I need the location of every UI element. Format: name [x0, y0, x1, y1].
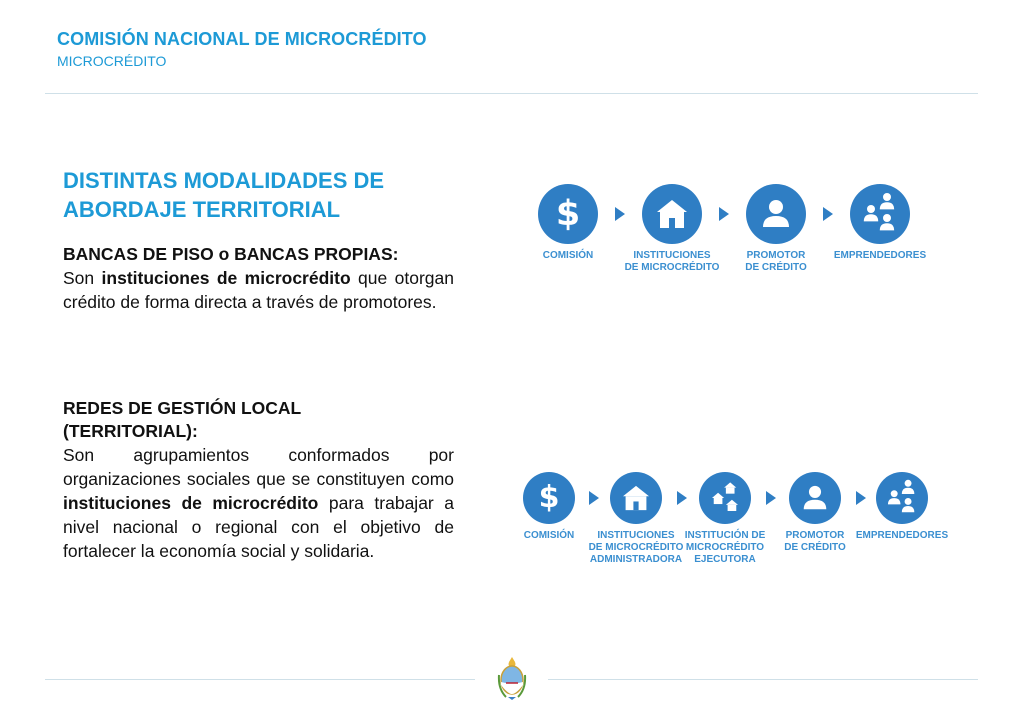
dollar-symbol: $ [538, 480, 560, 515]
people-group-icon [850, 184, 910, 244]
flow-node-label-line: INSTITUCIONES [597, 530, 675, 541]
section2-body-post: para trabajar a nivel nacional o regional con el objetivo de fortalecer la economía social y solidaria. [63, 493, 454, 561]
section-redes-gestion-local [63, 397, 454, 563]
flow-node-label-line: DE MICROCRÉDITO [624, 262, 720, 273]
flow-node-label-line: PROMOTOR [785, 530, 845, 541]
houses-group-icon [699, 472, 751, 524]
footer-divider-left [45, 679, 475, 680]
header-divider [45, 93, 978, 94]
flow-node-label-line: EMPRENDEDORES [833, 250, 927, 261]
dollar-icon [538, 184, 598, 244]
section2-heading [63, 397, 454, 443]
flow-node-label-line: COMISIÓN [542, 250, 594, 261]
flow-arrow-icon [719, 207, 729, 221]
section2-body [63, 443, 454, 563]
section1-body-post: que otorgan crédito de forma directa a través de promotores. [63, 268, 455, 312]
section1-body [63, 266, 454, 314]
section1-body-bold: instituciones de microcrédito [101, 268, 351, 288]
flow-node-label-line: DE MICROCRÉDITO [588, 542, 684, 553]
house-icon [610, 472, 662, 524]
flow-arrow-icon [615, 207, 625, 221]
person-icon [746, 184, 806, 244]
flow-node-label-line: DE CRÉDITO [745, 262, 807, 273]
flow-node-label-line: EJECUTORA [694, 554, 756, 565]
header-subtitle: MICROCRÉDITO [57, 53, 167, 69]
section2-heading-line1: REDES DE GESTIÓN LOCAL [63, 398, 302, 418]
flow-node-label-line: DE CRÉDITO [784, 542, 846, 553]
flow-node-label-line: PROMOTOR [746, 250, 806, 261]
section2-heading-line2: (TERRITORIAL): [63, 421, 198, 441]
person-icon [789, 472, 841, 524]
dollar-symbol: $ [555, 194, 581, 234]
flow-node-label-line: COMISIÓN [523, 530, 575, 541]
section2-body-bold: instituciones de microcrédito [63, 493, 319, 513]
flow-arrow-icon [766, 491, 776, 505]
section1-body-pre: Son [63, 268, 102, 288]
flow-arrow-icon [823, 207, 833, 221]
flow-arrow-icon [856, 491, 866, 505]
main-title-line2: ABORDAJE TERRITORIAL [63, 197, 341, 222]
section-bancas-de-piso [63, 243, 454, 314]
section2-body-pre: Son agrupamientos conformados por organizaciones sociales que se constituyen como [63, 445, 454, 489]
header-title: COMISIÓN NACIONAL DE MICROCRÉDITO [57, 29, 427, 49]
flow-node-label-line: MICROCRÉDITO [685, 542, 765, 553]
flow-node-label-line: INSTITUCIÓN DE [684, 530, 766, 541]
flow-node-label-line: EMPRENDEDORES [855, 530, 949, 541]
flow-node-label-line: INSTITUCIONES [633, 250, 711, 261]
main-title [63, 166, 463, 224]
section1-heading: BANCAS DE PISO o BANCAS PROPIAS: [63, 244, 399, 264]
dollar-icon [523, 472, 575, 524]
flow-node-label [815, 250, 945, 262]
flow-node-label-line: ADMINISTRADORA [589, 554, 683, 565]
footer-divider-right [548, 679, 978, 680]
main-title-line1: DISTINTAS MODALIDADES DE [63, 168, 385, 193]
people-group-icon [876, 472, 928, 524]
argentina-coat-of-arms-icon [496, 655, 528, 701]
flow-arrow-icon [677, 491, 687, 505]
house-icon [642, 184, 702, 244]
flow-node-label [837, 530, 967, 542]
flow-arrow-icon [589, 491, 599, 505]
